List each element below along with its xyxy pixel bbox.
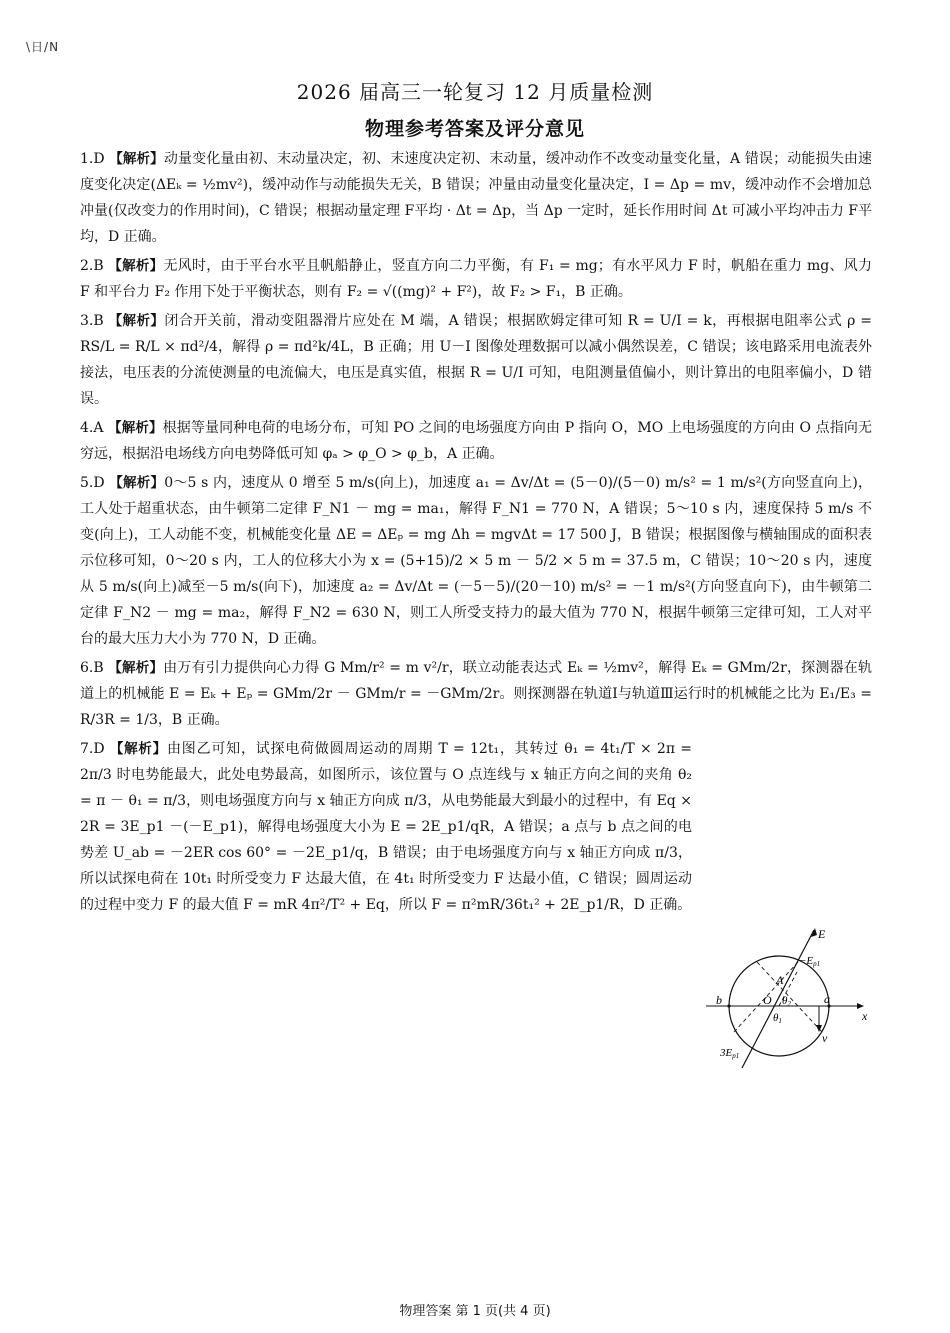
label-theta2 [782, 995, 791, 1008]
label-e: E [818, 927, 826, 941]
question-text: 由图乙可知，试探电荷做圆周运动的周期 T = 12t₁，其转过 θ₁ = 4t₁/T × 2π = 2π/3 时电势能最大，此处电势最高，如图所示，该位置与 O 点连线与 x 轴正方向之间的夹角 θ₂ = π － θ₁ = π/3，则电场强度方向与 x 轴正方向成 π/3，从电势能最大到最小的过程中，有 Eq × 2R = 3E_p1 －(－E_p1)，解得电场强度大小为 E = 2E_p1/qR，A 错误；a 点与 b 点之间的电势差 U_ab = －2ER cos 60° = －2E_p1/q，B 错误；由于电场强度方向与 x 轴正方向成 π/3，所以试探电荷在 10t₁ 时所受变力 F 达最大值，在 4t₁ 时所受变力 F 达最小值，C 错误；圆周运动的过程中变力 F 的最大值 F = mR 4π²/T² + Eq，所以 F = π²mR/36t₁² + 2E_p1/R，D 正确。 [80, 741, 693, 913]
label-b: b [716, 993, 722, 1007]
analysis-tag: 【解析】 [109, 475, 165, 491]
question-text: 由万有引力提供向心力得 G Mm/r² = m v²/r，联立动能表达式 Eₖ = ½mv²，解得 Eₖ = GMm/2r，探测器在轨道上的机械能 E = Eₖ + Eₚ = GMm/2r － GMm/r = －GMm/2r。则探测器在轨道Ⅰ与轨道Ⅲ运行时的机械能之比为 E₁/E₃ = R/3R = 1/3，B 正确。 [80, 660, 873, 728]
analysis-tag: 【解析】 [108, 420, 163, 436]
question-number: 1.D [80, 151, 105, 167]
label-theta1 [773, 1012, 782, 1025]
question-2 [80, 253, 872, 305]
question-5 [80, 470, 872, 652]
analysis-tag: 【解析】 [109, 741, 168, 757]
field-arrow-icon [811, 928, 817, 937]
question-number: 7.D [80, 741, 105, 757]
question-4 [80, 415, 872, 467]
corner-mark: \日/N [26, 40, 60, 54]
field-circle-diagram [702, 924, 874, 1068]
label-a: a [824, 992, 830, 1006]
label-o: O [763, 993, 772, 1007]
question-7 [80, 736, 692, 918]
answer-list [80, 146, 872, 921]
question-text: 动量变化量由初、末动量决定，初、末速度决定初、末动量，缓冲动作不改变动量变化量，A 错误；动能损失由速度变化决定(ΔEₖ = ½mv²)，缓冲动作与动能损失无关，B 错误；冲量由动量变化量决定，I = Δp = mv，缓冲动作不会增加总冲量(仅改变力的作用时间)，C 错误；根据动量定理 F平均 · Δt = Δp，当 Δp 一定时，延长作用时间 Δt 可减小平均冲击力 F平均，D 正确。 [80, 151, 872, 245]
label-theta1-main: θ [773, 1012, 779, 1024]
analysis-tag: 【解析】 [108, 660, 164, 676]
label-3ep1-main: 3E [720, 1047, 733, 1059]
label-theta1-sub: 1 [778, 1017, 782, 1025]
analysis-tag: 【解析】 [108, 313, 165, 329]
point-b-dot [727, 1004, 730, 1007]
page-title: 2026 届高三一轮复习 12 月质量检测 [296, 80, 654, 104]
label-theta2-main: θ [782, 995, 788, 1007]
label-v: v [822, 1031, 828, 1045]
label-3ep1-sub: p1 [732, 1052, 740, 1060]
label-3ep1 [719, 1047, 739, 1060]
page-subtitle: 物理参考答案及评分意见 [364, 118, 585, 140]
label-neg-ep1-main: −E [799, 955, 814, 967]
question-number: 2.B [80, 258, 104, 274]
label-theta2-sub: 2 [787, 1000, 791, 1008]
analysis-tag: 【解析】 [109, 151, 164, 167]
question-number: 3.B [80, 313, 104, 329]
label-neg-ep1 [799, 955, 820, 968]
label-neg-ep1-sub: p1 [813, 960, 821, 968]
question-text: 闭合开关前，滑动变阻器滑片应处在 M 端，A 错误；根据欧姆定律可知 R = U/I = k，再根据电阻率公式 ρ = RS/L = R/L × πd²/4，解得 ρ = πd²k/4L，B 正确；用 U－I 图像处理数据可以减小偶然误差，C 错误；该电路采用电流表外接法，电压表的分流使测量的电流偏大，电压是真实值，根据 R = U/I 可知，电阻测量值偏小，则计算出的电阻率偏小，D 错误。 [80, 313, 873, 407]
page-footer: 物理答案 第 1 页(共 4 页) [399, 1304, 551, 1319]
label-a-point: A [776, 973, 784, 987]
analysis-tag: 【解析】 [108, 258, 164, 274]
question-3 [80, 308, 872, 412]
question-1 [80, 146, 872, 250]
question-text: 无风时，由于平台水平且帆船静止，竖直方向二力平衡，有 F₁ = mg；有水平风力 F 时，帆船在重力 mg、风力 F 和平台力 F₂ 作用下处于平衡状态，则有 F₂ = √((mg)² + F²)，故 F₂ > F₁，B 正确。 [80, 258, 873, 300]
label-x: x [862, 1009, 868, 1023]
question-text: 根据等量同种电荷的电场分布，可知 PO 之间的电场强度方向由 P 指向 O，MO 上电场强度的方向由 O 点指向无穷远，根据沿电场线方向电势降低可知 φₐ > φ_O > φ_b，A 正确。 [80, 420, 873, 462]
field-line-e [742, 930, 814, 1068]
question-text: 0～5 s 内，速度从 0 增至 5 m/s(向上)，加速度 a₁ = Δv/Δt = (5－0)/(5－0) m/s² = 1 m/s²(方向竖直向上)，工人处于超重状态，由牛顿第二定律 F_N1 － mg = ma₁，解得 F_N1 = 770 N，A 错误；5～10 s 内，速度保持 5 m/s 不变(向上)，工人动能不变，机械能变化量 ΔE = ΔEₚ = mg Δh = mgvΔt = 17 500 J，B 错误；根据图像与横轴围成的面积表示位移可知，0～20 s 内，工人的位移大小为 x = (5+15)/2 × 5 m － 5/2 × 5 m = 37.5 m，C 错误；10～20 s 内，速度从 5 m/s(向上)减至－5 m/s(向下)，加速度 a₂ = Δv/Δt = (－5－5)/(20－10) m/s² = －1 m/s²(方向竖直向下)，由牛顿第二定律 F_N2 － mg = ma₂，解得 F_N2 = 630 N，则工人所受支持力的最大值为 770 N，根据牛顿第三定律可知，工人对平台的最大压力大小为 770 N，D 正确。 [80, 475, 873, 647]
question-number: 4.A [80, 420, 104, 436]
question-number: 6.B [80, 660, 104, 676]
question-6 [80, 655, 872, 733]
question-number: 5.D [80, 475, 105, 491]
